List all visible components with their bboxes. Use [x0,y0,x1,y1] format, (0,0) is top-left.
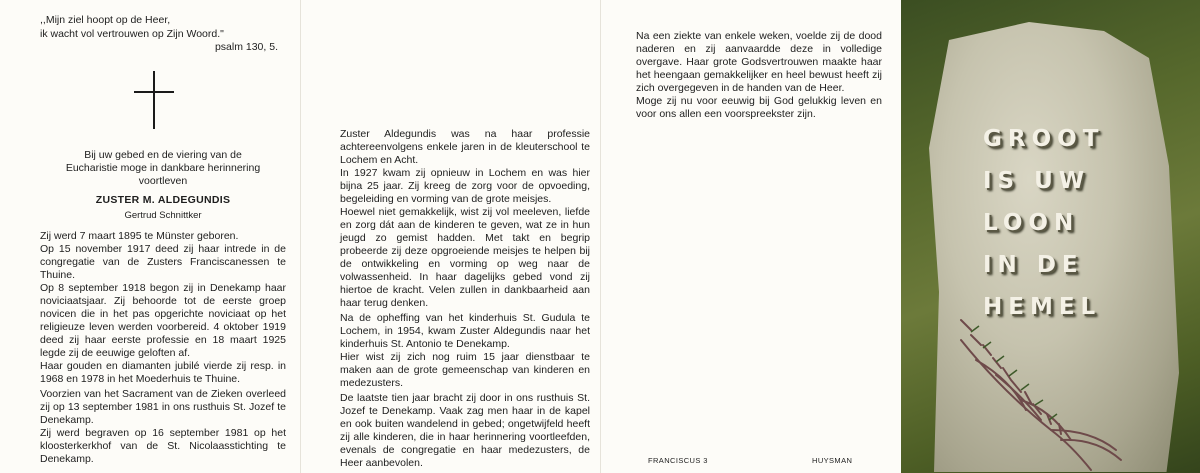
middle-panel [300,0,600,473]
intro-line: Bij uw gebed en de viering van de [84,148,242,161]
heather-plant-icon [901,0,1200,473]
bio-paragraph: Op 15 november 1917 deed zij haar intrede in de congregatie van de Zusters Franciscanessen te Thuine. [40,242,286,281]
inscription-line: IS UW [983,168,1091,194]
closing-paragraph: Moge zij nu voor eeuwig bij God gelukkig leven en voor ons allen een voorspreekster zijn. [636,95,882,120]
inscription-line: LOON [983,210,1080,236]
left-panel [0,0,300,473]
inscription-line: HEMEL [983,294,1102,320]
bio-paragraph: Hoewel niet gemakkelijk, wist zij vol meeleven, liefde en zorg dát aan de kinderen te geven, wat ze in hun jeugd zo gemist hadden. Met takt en begrip probeerde zij deze opgroeiende meisjes te helpen bij de ontwikkeling en vorming op weg naar de volwassenheid. In haar dagelijks gebed vond zij hiertoe de kracht. Velen zullen in dankbaarheid aan haar terug denken. [340,206,590,309]
motto-line: ik wacht vol vertrouwen op Zijn Woord." [40,27,224,40]
intro-line: voortleven [138,174,188,187]
bio-paragraph: Hier wist zij zich nog ruim 15 jaar dienstbaar te maken aan de grote gemeenschap van kinderen en medezusters. [340,351,590,389]
bio-paragraph: Haar gouden en diamanten jubilé vierde zij resp. in 1968 en 1978 in het Moederhuis te Thuine. [40,359,286,385]
bio-paragraph: In 1927 kwam zij opnieuw in Lochem en was hier bijna 25 jaar. Zij kreeg de zorg voor de opvoeding, begeleiding en vorming van de grote meisjes. [340,167,590,205]
bio-paragraph: Zij werd begraven op 16 september 1981 op het kloosterkerkhof van de St. Nicolaasstichting te Denekamp. [40,426,286,465]
birth-name: Gertrud Schnittker [124,209,202,221]
bio-paragraph: Op 8 september 1918 begon zij in Denekamp haar noviciaatsjaar. Zij behoorde tot de eerste groep novicen die in het pas opgerichte noviciaat op het religieuze leven werden voorbereid. 4 oktober 1919 deed zij haar eerste professie en 18 maart 1925 legde zij de eeuwige geloften af. [40,281,286,359]
biography [40,230,286,466]
gravestone-photo [901,0,1200,473]
motto-reference: psalm 130, 5. [214,41,278,53]
bio-paragraph: Na de opheffing van het kinderhuis St. Gudula te Lochem, in 1954, kwam Zuster Aldegundis naar het kinderhuis St. Antonio te Denekamp. [340,312,590,350]
intro-line: Eucharistie moge in dankbare herinnering [65,161,261,174]
bio-paragraph: De laatste tien jaar bracht zij door in ons rusthuis St. Jozef te Denekamp. Vaak zag men haar in de kapel en ook buiten wandelend in gebed; ongetwijfeld heeft zij alle kinderen, die in haar herinnering voortleefden, evenals de congregatie en haar medezusters, de Heer aanbevolen. [340,392,590,469]
bio-paragraph: Zij werd 7 maart 1895 te Münster geboren. [40,229,239,242]
cross-icon [134,71,174,129]
printer-mark: FRANCISCUS 3 [648,456,708,465]
bio-paragraph: Zuster Aldegundis was na haar professie achtereenvolgens enkele jaren in de kleuterschool te Lochem en Acht. [340,128,590,166]
psalm-motto [40,14,286,55]
closing-paragraph: Na een ziekte van enkele weken, voelde zij de dood naderen en zij aanvaardde deze in volledige overgave. Haar grote Godsvertrouwen maakte haar het heengaan gemakkelijker en heel bewust heeft zij zich overgegeven in de handen van de Heer. [636,30,882,94]
inscription-line: IN DE [983,252,1084,278]
deceased-name: ZUSTER M. ALDEGUNDIS [95,193,231,206]
printer-name: HUYSMAN [812,456,853,465]
right-text-panel [600,0,900,473]
motto-line: ,,Mijn ziel hoopt op de Heer, [40,14,171,26]
inscription-line: GROOT [983,126,1105,152]
bio-paragraph: Voorzien van het Sacrament van de Zieken overleed zij op 13 september 1981 in ons rusthuis St. Jozef te Denekamp. [40,387,286,426]
